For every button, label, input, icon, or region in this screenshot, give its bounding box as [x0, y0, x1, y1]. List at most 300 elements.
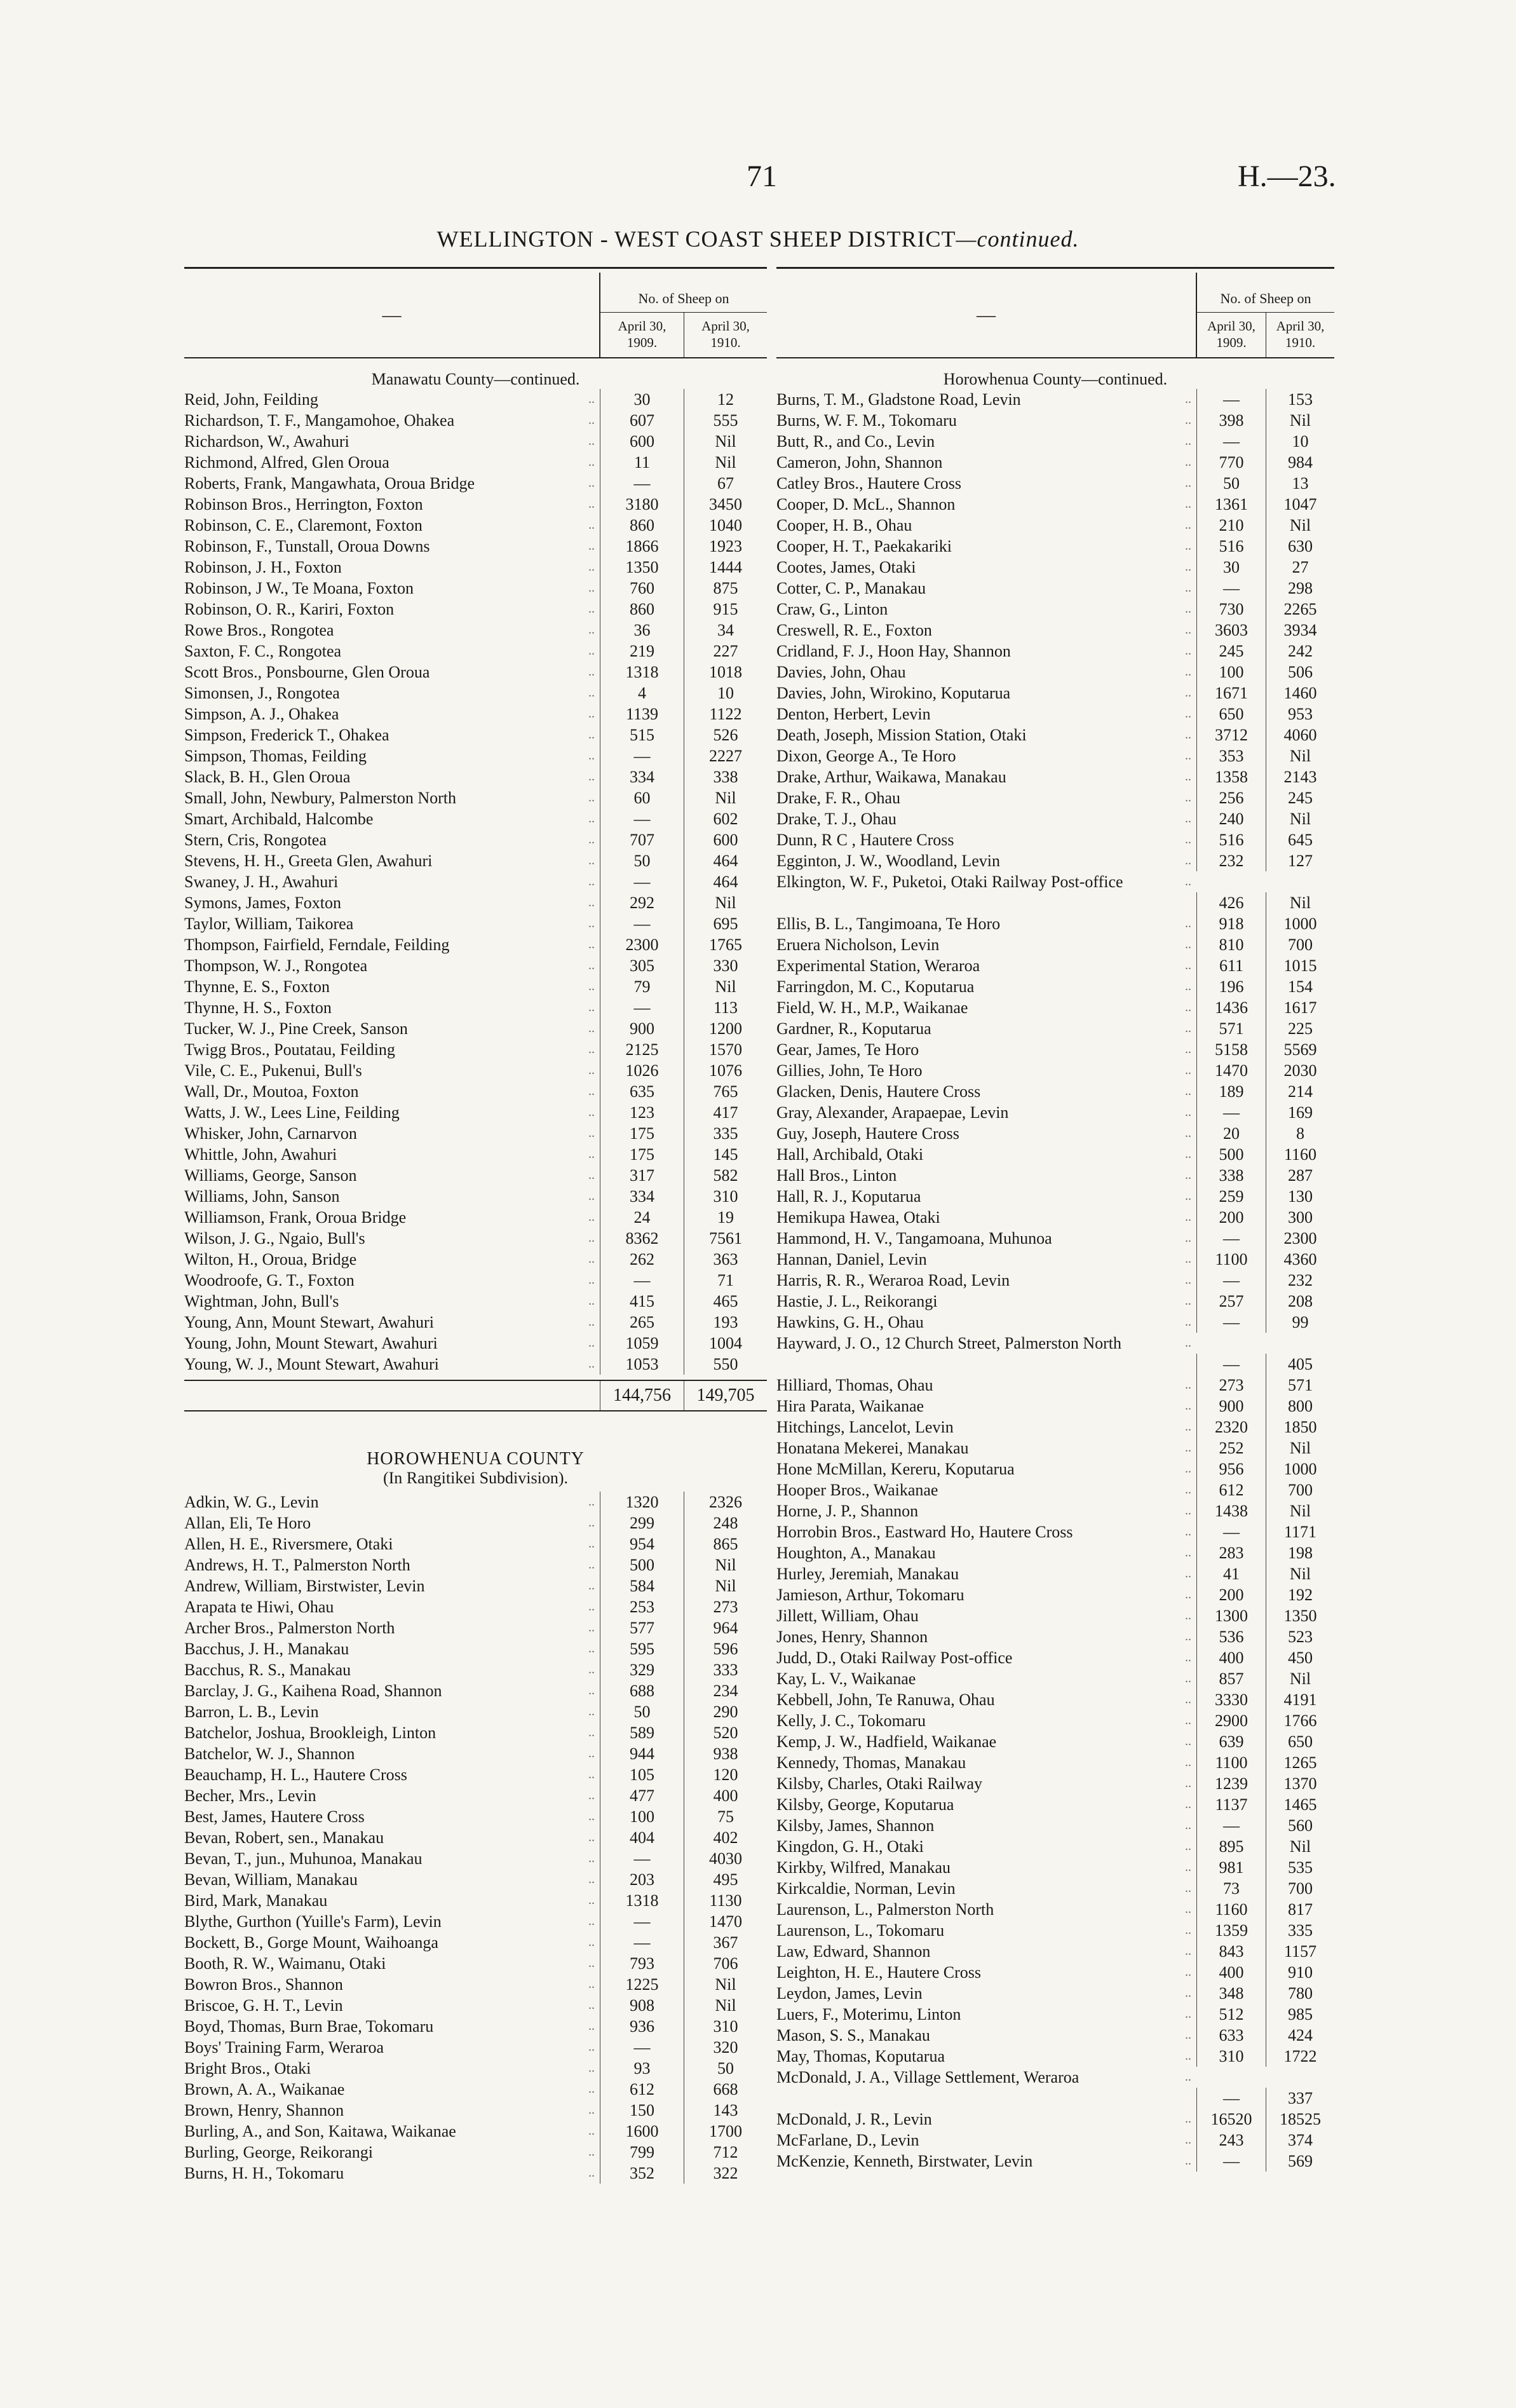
count-1909: 200: [1196, 1207, 1266, 1228]
count-1910: 1122: [684, 704, 767, 724]
leader-dots: ..: [1185, 1315, 1191, 1329]
leader-dots: ..: [588, 1684, 595, 1697]
row-name-text: Jones, Henry, Shannon: [776, 1628, 928, 1646]
count-1910: 1160: [1266, 1144, 1334, 1165]
table-row: [776, 997, 1334, 1018]
row-name: [184, 2058, 600, 2079]
table-row: [184, 1617, 767, 1638]
leader-dots: ..: [1185, 1797, 1191, 1811]
row-name: [776, 808, 1196, 829]
count-1909: 810: [1196, 934, 1266, 955]
table-row: [776, 1962, 1334, 1983]
count-1910: 1076: [684, 1060, 767, 1081]
count-1910: 865: [684, 1534, 767, 1554]
count-1910: 10: [1266, 431, 1334, 452]
count-1909: 30: [600, 389, 684, 410]
leader-dots: ..: [1185, 1504, 1191, 1518]
leader-dots: ..: [1185, 1189, 1191, 1203]
leader-dots: ..: [1185, 1734, 1191, 1748]
count-1910: Nil: [1266, 1836, 1334, 1857]
count-1909: 1359: [1196, 1920, 1266, 1941]
leader-dots: ..: [588, 1600, 595, 1614]
table-row: [184, 1953, 767, 1974]
title-continued: —continued.: [956, 226, 1079, 252]
table-row: [776, 1668, 1334, 1689]
table-row: [184, 976, 767, 997]
leader-dots: ..: [1185, 560, 1191, 574]
leader-dots: ..: [588, 812, 595, 826]
table-row: [184, 1785, 767, 1806]
count-1909: 123: [600, 1102, 684, 1123]
count-1909: 1225: [600, 1974, 684, 1995]
leader-dots: ..: [1185, 1210, 1191, 1224]
count-1910: 465: [684, 1291, 767, 1312]
table-row: [184, 724, 767, 745]
row-name-text: Death, Joseph, Mission Station, Otaki: [776, 726, 1027, 744]
row-name: [184, 1554, 600, 1575]
count-1909: 1436: [1196, 997, 1266, 1018]
page-title: [0, 226, 1516, 252]
table-row: [184, 1060, 767, 1081]
row-name-text: Swaney, J. H., Awahuri: [184, 873, 339, 891]
row-name-text: Wilton, H., Oroua, Bridge: [184, 1250, 357, 1269]
count-1910: 706: [684, 1953, 767, 1974]
count-1909: 477: [600, 1785, 684, 1806]
leader-dots: ..: [588, 1063, 595, 1077]
count-1909: 2320: [1196, 1417, 1266, 1438]
table-row: [776, 2067, 1334, 2109]
count-1910: 464: [684, 871, 767, 892]
title-main: WELLINGTON - WEST COAST SHEEP DISTRICT: [437, 226, 956, 252]
row-name: [776, 704, 1196, 724]
table-row: [184, 515, 767, 536]
count-1909: 60: [600, 787, 684, 808]
leader-dots: ..: [588, 1210, 595, 1224]
header-group-label: No. of Sheep on: [1197, 273, 1334, 313]
count-1910: 817: [1266, 1899, 1334, 1920]
row-name: [776, 515, 1196, 536]
row-name-text: Richardson, T. F., Mangamohoe, Ohakea: [184, 411, 455, 430]
row-name: [776, 1186, 1196, 1207]
table-row: [776, 1563, 1334, 1584]
row-name: [184, 2100, 600, 2121]
table-row: [776, 1123, 1334, 1144]
row-name-text: Egginton, J. W., Woodland, Levin: [776, 852, 1001, 870]
row-name: [184, 2037, 600, 2058]
count-1910: 2227: [684, 745, 767, 766]
count-1909: 283: [1196, 1542, 1266, 1563]
row-name: [776, 1878, 1196, 1899]
row-name: [776, 2067, 1196, 2109]
row-name: [184, 620, 600, 641]
count-1910: 13: [1266, 473, 1334, 494]
count-1910: 560: [1266, 1815, 1334, 1836]
row-name: [776, 1815, 1196, 1836]
count-1909: —: [1196, 1312, 1266, 1333]
row-name: [776, 787, 1196, 808]
row-name-text: Eruera Nicholson, Levin: [776, 935, 940, 954]
count-1909: 512: [1196, 2004, 1266, 2025]
row-name: [184, 1827, 600, 1848]
count-1909: —: [600, 997, 684, 1018]
leader-dots: ..: [1185, 1902, 1191, 1916]
count-1909: 30: [1196, 557, 1266, 578]
count-1909: —: [600, 808, 684, 829]
row-name-text: Whittle, John, Awahuri: [184, 1145, 337, 1164]
count-1910: 153: [1266, 389, 1334, 410]
count-1910: 650: [1266, 1731, 1334, 1752]
row-name: [776, 1333, 1196, 1375]
leader-dots: ..: [588, 392, 595, 406]
count-1909: —: [600, 1911, 684, 1932]
count-1909: —: [1196, 1815, 1266, 1836]
count-1910: 2300: [1266, 1228, 1334, 1249]
count-1909: 1053: [600, 1354, 684, 1375]
row-name-text: Thynne, H. S., Foxton: [184, 998, 332, 1017]
count-1909: 93: [600, 2058, 684, 2079]
count-1909: 219: [600, 641, 684, 662]
count-1910: 3450: [684, 494, 767, 515]
count-1909: 954: [600, 1534, 684, 1554]
count-1910: 300: [1266, 1207, 1334, 1228]
table-row: [776, 1459, 1334, 1479]
row-name: [776, 766, 1196, 787]
count-1910: Nil: [1266, 1668, 1334, 1689]
leader-dots: ..: [588, 707, 595, 721]
row-name: [184, 2142, 600, 2163]
row-name: [776, 1060, 1196, 1081]
count-1909: 799: [600, 2142, 684, 2163]
count-1910: 645: [1266, 829, 1334, 850]
table-row: [776, 620, 1334, 641]
count-1910: 273: [684, 1596, 767, 1617]
leader-dots: ..: [1185, 1755, 1191, 1769]
row-name-text: Catley Bros., Hautere Cross: [776, 474, 962, 493]
count-1909: 348: [1196, 1983, 1266, 2004]
row-name-text: Wightman, John, Bull's: [184, 1292, 339, 1310]
row-name: [184, 431, 600, 452]
leader-dots: ..: [588, 1809, 595, 1823]
row-name: [184, 1974, 600, 1995]
row-name: [184, 1911, 600, 1932]
row-name: [776, 1417, 1196, 1438]
count-1909: —: [1196, 1521, 1266, 1542]
row-name: [184, 1291, 600, 1312]
row-name-text: Williams, George, Sanson: [184, 1166, 357, 1185]
header-name-cell: —: [382, 304, 402, 325]
table-row: [184, 599, 767, 620]
count-1909: —: [1196, 431, 1266, 452]
count-1909: 352: [600, 2163, 684, 2184]
count-1910: 1370: [1266, 1773, 1334, 1794]
row-name: [184, 1932, 600, 1953]
row-name: [776, 1962, 1196, 1983]
leader-dots: ..: [588, 1872, 595, 1886]
leader-dots: ..: [588, 581, 595, 595]
count-1909: 1160: [1196, 1899, 1266, 1920]
header-year-1910: April 30, 1910.: [1266, 313, 1334, 357]
count-1910: 130: [1266, 1186, 1334, 1207]
leader-dots: ..: [1185, 1231, 1191, 1245]
row-name: [776, 536, 1196, 557]
row-name-text: Dixon, George A., Te Horo: [776, 747, 956, 765]
table-row: [184, 766, 767, 787]
row-name-text: Burns, H. H., Tokomaru: [184, 2164, 344, 2182]
table-row: [184, 1638, 767, 1659]
count-1910: 1000: [1266, 913, 1334, 934]
count-1910: 4191: [1266, 1689, 1334, 1710]
row-name: [184, 1270, 600, 1291]
row-name-text: Rowe Bros., Rongotea: [184, 621, 334, 639]
table-row: [184, 871, 767, 892]
row-name-text: Robinson, C. E., Claremont, Foxton: [184, 516, 423, 534]
row-name-text: Judd, D., Otaki Railway Post-office: [776, 1649, 1013, 1667]
leader-dots: ..: [1185, 392, 1191, 406]
row-name-text: Briscoe, G. H. T., Levin: [184, 1996, 343, 2015]
count-1910: 50: [684, 2058, 767, 2079]
row-name-text: Bockett, B., Gorge Mount, Waihoanga: [184, 1933, 438, 1952]
row-name: [184, 1165, 600, 1186]
table-row: [776, 1521, 1334, 1542]
table-row: [776, 1752, 1334, 1773]
count-1910: 8: [1266, 1123, 1334, 1144]
table-row: [184, 1554, 767, 1575]
leader-dots: ..: [1185, 2112, 1191, 2126]
row-name-text: Harris, R. R., Weraroa Road, Levin: [776, 1271, 1010, 1289]
table-row: [776, 431, 1334, 452]
table-row: [776, 1333, 1334, 1375]
count-1909: 2300: [600, 934, 684, 955]
row-name: [776, 1249, 1196, 1270]
row-name: [184, 1806, 600, 1827]
table-row: [184, 389, 767, 410]
count-1909: —: [1196, 1270, 1266, 1291]
count-1910: 964: [684, 1617, 767, 1638]
count-1909: 262: [600, 1249, 684, 1270]
leader-dots: ..: [1185, 2049, 1191, 2063]
count-1909: 650: [1196, 704, 1266, 724]
table-row: [776, 2046, 1334, 2067]
row-name-text: Tucker, W. J., Pine Creek, Sanson: [184, 1019, 408, 1038]
row-name-text: Simpson, Thomas, Feilding: [184, 747, 367, 765]
count-1910: 712: [684, 2142, 767, 2163]
row-name: [776, 1039, 1196, 1060]
row-name: [776, 2130, 1196, 2151]
count-1909: 611: [1196, 955, 1266, 976]
count-1910: 875: [684, 578, 767, 599]
count-1910: 245: [1266, 787, 1334, 808]
row-name-text: Bowron Bros., Shannon: [184, 1975, 343, 1994]
leader-dots: ..: [588, 455, 595, 469]
count-1910: Nil: [1266, 1438, 1334, 1459]
count-1909: 577: [600, 1617, 684, 1638]
count-1910: Nil: [684, 431, 767, 452]
leader-dots: ..: [588, 539, 595, 553]
count-1910: Nil: [1266, 892, 1334, 913]
row-name: [184, 662, 600, 683]
row-name: [776, 641, 1196, 662]
count-1910: 915: [684, 599, 767, 620]
row-name-text: Hira Parata, Waikanae: [776, 1397, 924, 1415]
row-name-text: Drake, Arthur, Waikawa, Manakau: [776, 768, 1006, 786]
row-name: [776, 2109, 1196, 2130]
row-name: [184, 745, 600, 766]
leader-dots: ..: [1185, 2154, 1191, 2168]
count-1909: 633: [1196, 2025, 1266, 2046]
count-1909: 265: [600, 1312, 684, 1333]
table-row: [184, 641, 767, 662]
count-1910: 143: [684, 2100, 767, 2121]
count-1909: 707: [600, 829, 684, 850]
count-1909: 50: [600, 850, 684, 871]
count-1909: 105: [600, 1764, 684, 1785]
table-row: [776, 766, 1334, 787]
section-title: HOROWHENUA COUNTY: [367, 1449, 585, 1469]
table-row: [776, 1291, 1334, 1312]
leader-dots: ..: [588, 1537, 595, 1551]
count-1909: —: [600, 913, 684, 934]
count-1909: 1350: [600, 557, 684, 578]
table-row: [776, 1710, 1334, 1731]
count-1910: Nil: [684, 787, 767, 808]
header-numbers: [1196, 273, 1334, 357]
row-name-text: Kemp, J. W., Hadfield, Waikanae: [776, 1732, 997, 1751]
row-name: [184, 1659, 600, 1680]
table-row: [776, 829, 1334, 850]
table-row: [776, 494, 1334, 515]
row-name: [776, 1521, 1196, 1542]
count-1909: 203: [600, 1869, 684, 1890]
leader-dots: ..: [588, 1126, 595, 1140]
leader-dots: ..: [1185, 476, 1191, 490]
row-name: [776, 1647, 1196, 1668]
count-1910: 19: [684, 1207, 767, 1228]
total-label: [184, 1381, 600, 1410]
count-1909: 1139: [600, 704, 684, 724]
leader-dots: ..: [1185, 2028, 1191, 2042]
total-1909: 144,756: [600, 1381, 684, 1410]
leader-dots: ..: [588, 874, 595, 888]
table-row: [776, 1060, 1334, 1081]
row-name-text: Hammond, H. V., Tangamoana, Muhunoa: [776, 1229, 1052, 1248]
count-1909: 338: [1196, 1165, 1266, 1186]
table-row: [184, 1102, 767, 1123]
row-name-text: Allen, H. E., Riversmere, Otaki: [184, 1535, 393, 1553]
row-name: [776, 473, 1196, 494]
count-1910: 1700: [684, 2121, 767, 2142]
row-name-text: Brown, Henry, Shannon: [184, 2101, 344, 2119]
count-1910: 374: [1266, 2130, 1334, 2151]
leader-dots: ..: [588, 1315, 595, 1329]
count-1910: 320: [684, 2037, 767, 2058]
table-row: [776, 1731, 1334, 1752]
count-1910: Nil: [684, 1575, 767, 1596]
leader-dots: ..: [1185, 1273, 1191, 1287]
row-name: [184, 934, 600, 955]
row-name-text: Leighton, H. E., Hautere Cross: [776, 1963, 982, 1982]
count-1909: 50: [600, 1701, 684, 1722]
row-name: [184, 829, 600, 850]
leader-dots: ..: [588, 1021, 595, 1035]
count-1909: 1239: [1196, 1773, 1266, 1794]
row-name: [184, 1743, 600, 1764]
row-name-text: Scott Bros., Ponsbourne, Glen Oroua: [184, 663, 430, 681]
row-name: [184, 704, 600, 724]
row-name-text: Cootes, James, Otaki: [776, 558, 916, 576]
row-name-text: Williams, John, Sanson: [184, 1187, 340, 1206]
count-1909: 5158: [1196, 1039, 1266, 1060]
row-name-text: Simonsen, J., Rongotea: [184, 684, 340, 702]
table-row: [776, 557, 1334, 578]
table-row: [184, 1680, 767, 1701]
row-name: [776, 2025, 1196, 2046]
row-name-text: Jillett, William, Ohau: [776, 1607, 919, 1625]
table-row: [184, 2058, 767, 2079]
table-row: [776, 2025, 1334, 2046]
table-row: [184, 787, 767, 808]
count-1909: 3603: [1196, 620, 1266, 641]
count-1909: 1318: [600, 1890, 684, 1911]
row-name: [184, 1995, 600, 2016]
row-name-text: Barclay, J. G., Kaihena Road, Shannon: [184, 1682, 442, 1700]
row-name: [184, 2016, 600, 2037]
leader-dots: ..: [588, 1704, 595, 1718]
table-row: [184, 2037, 767, 2058]
row-name-text: Guy, Joseph, Hautere Cross: [776, 1124, 959, 1143]
row-name-text: Slack, B. H., Glen Oroua: [184, 768, 351, 786]
count-1909: 770: [1196, 452, 1266, 473]
row-name-text: Booth, R. W., Waimanu, Otaki: [184, 1954, 386, 1973]
table-row: [184, 1270, 767, 1291]
row-name-text: Gear, James, Te Horo: [776, 1040, 919, 1059]
count-1909: 273: [1196, 1375, 1266, 1396]
table-row: [184, 1144, 767, 1165]
row-name-text: Glacken, Denis, Hautere Cross: [776, 1082, 981, 1101]
leader-dots: ..: [1185, 958, 1191, 972]
row-name-text: Hall, R. J., Koputarua: [776, 1187, 921, 1206]
row-name-text: Best, James, Hautere Cross: [184, 1807, 365, 1826]
row-name-text: Davies, John, Wirokino, Koputarua: [776, 684, 1011, 702]
row-name: [776, 452, 1196, 473]
count-1909: 1671: [1196, 683, 1266, 704]
table-row: [776, 1102, 1334, 1123]
leader-dots: ..: [1185, 1818, 1191, 1832]
row-name: [184, 1144, 600, 1165]
row-name-text: McDonald, J. R., Levin: [776, 2110, 932, 2128]
leader-dots: ..: [1185, 581, 1191, 595]
leader-dots: ..: [588, 1767, 595, 1781]
row-name-text: Law, Edward, Shannon: [776, 1942, 931, 1961]
leader-dots: ..: [588, 749, 595, 763]
leader-dots: ..: [1185, 1483, 1191, 1497]
table-row: [776, 1018, 1334, 1039]
leader-dots: ..: [1185, 413, 1191, 427]
leader-dots: ..: [588, 1252, 595, 1266]
count-1909: 900: [600, 1018, 684, 1039]
row-name-text: Roberts, Frank, Mangawhata, Oroua Bridge: [184, 474, 475, 493]
count-1909: 908: [600, 1995, 684, 2016]
count-1909: 571: [1196, 1018, 1266, 1039]
row-name: [184, 1617, 600, 1638]
leader-dots: ..: [588, 1042, 595, 1056]
count-1910: 7561: [684, 1228, 767, 1249]
table-row: [776, 1270, 1334, 1291]
count-1910: 333: [684, 1659, 767, 1680]
table-row: [776, 955, 1334, 976]
leader-dots: ..: [588, 1147, 595, 1161]
count-1910: Nil: [684, 976, 767, 997]
count-1910: 120: [684, 1764, 767, 1785]
